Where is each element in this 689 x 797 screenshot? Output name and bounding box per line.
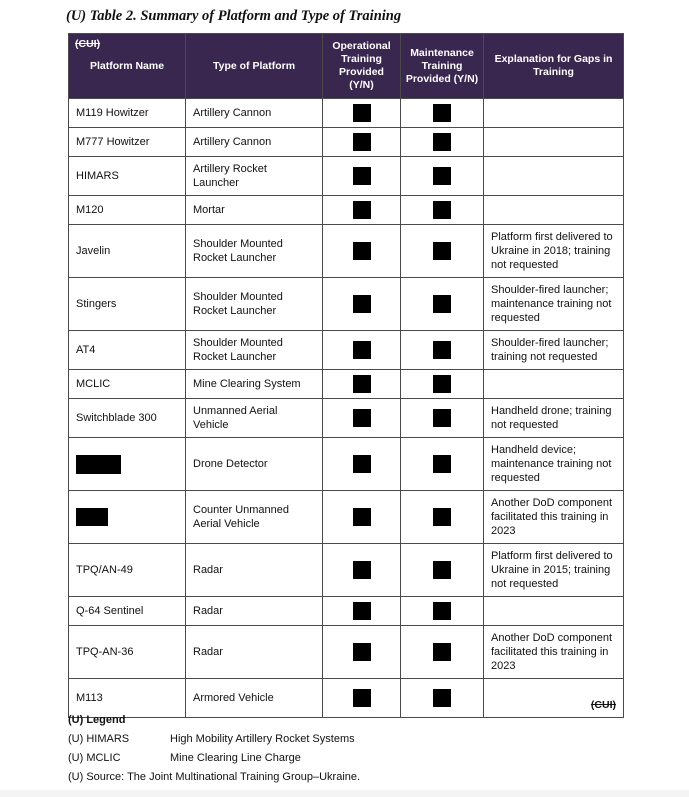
- table-row: [69, 597, 624, 626]
- maintenance-training-cell: [401, 128, 484, 157]
- table-row: [69, 438, 624, 491]
- operational-training-cell: [323, 597, 401, 626]
- explanation-text: Platform first delivered to Ukraine in 2018; training not requested: [491, 231, 613, 271]
- operational-training-cell: [323, 278, 401, 331]
- redaction-box: [433, 375, 451, 393]
- maintenance-training-cell: [401, 99, 484, 128]
- col-header-operational-training: [323, 34, 401, 99]
- table-title: (U) Table 2. Summary of Platform and Type of Training: [66, 8, 402, 24]
- maintenance-training-cell: [401, 626, 484, 679]
- explanation-text: Handheld drone; training not requested: [491, 405, 612, 431]
- redaction-box: [353, 133, 371, 151]
- table-row: [69, 491, 624, 544]
- platform-name-cell: Javelin: [69, 225, 186, 278]
- table-row: [69, 99, 624, 128]
- platform-type-cell: Shoulder Mounted Rocket Launcher: [186, 225, 323, 278]
- legend: [68, 714, 628, 783]
- operational-training-cell: [323, 331, 401, 370]
- explanation-cell: [484, 370, 624, 399]
- redaction-box: [433, 643, 451, 661]
- explanation-cell: [484, 278, 624, 331]
- table-row: [69, 278, 624, 331]
- redaction-box: [433, 133, 451, 151]
- legend-value: High Mobility Artillery Rocket Systems: [170, 733, 355, 745]
- platform-type-cell: Artillery Cannon: [186, 99, 323, 128]
- maintenance-training-cell: [401, 491, 484, 544]
- platform-name-cell: Q-64 Sentinel: [69, 597, 186, 626]
- explanation-text: Platform first delivered to Ukraine in 2015; training not requested: [491, 550, 613, 590]
- platform-type-cell: Drone Detector: [186, 438, 323, 491]
- header-row: [69, 34, 624, 99]
- redaction-box: [353, 375, 371, 393]
- explanation-text: Another DoD component facilitated this training in 2023: [491, 632, 613, 672]
- col-header-label: Type of Platform: [212, 59, 296, 72]
- platform-name-cell: Stingers: [69, 278, 186, 331]
- explanation-cell: [484, 225, 624, 278]
- maintenance-training-cell: [401, 331, 484, 370]
- platform-type-cell: Artillery Cannon: [186, 128, 323, 157]
- redaction-box: [433, 689, 451, 707]
- redaction-box: [433, 409, 451, 427]
- table-row: [69, 544, 624, 597]
- operational-training-cell: [323, 438, 401, 491]
- explanation-cell: [484, 196, 624, 225]
- redaction-box: [353, 341, 371, 359]
- page-bottom-edge: [0, 790, 689, 797]
- redaction-box: [433, 455, 451, 473]
- redaction-box: [433, 167, 451, 185]
- operational-training-cell: [323, 99, 401, 128]
- platform-name-cell: TPQ-AN-36: [69, 626, 186, 679]
- col-header-type-of-platform: [186, 34, 323, 99]
- platform-name-cell: M777 Howitzer: [69, 128, 186, 157]
- platform-name-cell: M113: [69, 679, 186, 718]
- table-row: [69, 128, 624, 157]
- explanation-cell: [484, 544, 624, 597]
- redaction-box: [353, 201, 371, 219]
- col-header-explanation: [484, 34, 624, 99]
- table-row: [69, 225, 624, 278]
- platform-type-cell: Shoulder Mounted Rocket Launcher: [186, 331, 323, 370]
- platform-type-cell: Armored Vehicle: [186, 679, 323, 718]
- legend-key: (U) MCLIC: [68, 752, 121, 764]
- platform-type-cell: Radar: [186, 544, 323, 597]
- platform-name-cell: [69, 438, 186, 491]
- col-header-label: Operational Training Provided (Y/N): [332, 40, 391, 91]
- operational-training-cell: [323, 679, 401, 718]
- table-header: [69, 34, 624, 99]
- platform-type-cell: Unmanned Aerial Vehicle: [186, 399, 323, 438]
- maintenance-training-cell: [401, 196, 484, 225]
- platform-name-cell: [69, 491, 186, 544]
- platform-name-cell: MCLIC: [69, 370, 186, 399]
- redaction-box: [353, 508, 371, 526]
- maintenance-training-cell: [401, 370, 484, 399]
- cui-classification-marking: (CUI): [590, 699, 616, 711]
- explanation-cell: [484, 157, 624, 196]
- table-row: [69, 331, 624, 370]
- redaction-box: [76, 508, 108, 526]
- explanation-cell: [484, 679, 624, 718]
- legend-entry: [68, 733, 628, 745]
- redaction-box: [353, 643, 371, 661]
- training-summary-table: [68, 33, 624, 718]
- maintenance-training-cell: [401, 679, 484, 718]
- platform-type-cell: Radar: [186, 626, 323, 679]
- col-header-label: Explanation for Gaps in Training: [494, 53, 613, 78]
- redaction-box: [353, 689, 371, 707]
- explanation-text: Shoulder-fired launcher; training not requested: [491, 337, 609, 363]
- legend-entry: [68, 752, 628, 764]
- redaction-box: [433, 295, 451, 313]
- redaction-box: [353, 602, 371, 620]
- legend-key: (U) HIMARS: [68, 733, 130, 745]
- explanation-cell: [484, 128, 624, 157]
- explanation-cell: [484, 597, 624, 626]
- platform-type-cell: Artillery Rocket Launcher: [186, 157, 323, 196]
- redaction-box: [76, 455, 121, 474]
- redaction-box: [433, 104, 451, 122]
- platform-name-cell: Switchblade 300: [69, 399, 186, 438]
- operational-training-cell: [323, 157, 401, 196]
- platform-name-cell: TPQ/AN-49: [69, 544, 186, 597]
- col-header-maintenance-training: [401, 34, 484, 99]
- maintenance-training-cell: [401, 438, 484, 491]
- explanation-cell: [484, 491, 624, 544]
- legend-value: Mine Clearing Line Charge: [170, 752, 301, 764]
- redaction-box: [353, 104, 371, 122]
- redaction-box: [433, 602, 451, 620]
- table-row: [69, 157, 624, 196]
- table-row: [69, 399, 624, 438]
- explanation-cell: [484, 399, 624, 438]
- redaction-box: [433, 201, 451, 219]
- maintenance-training-cell: [401, 399, 484, 438]
- table-row: [69, 196, 624, 225]
- col-header-label: Platform Name: [89, 59, 165, 72]
- col-header-label: Maintenance Training Provided (Y/N): [405, 46, 479, 85]
- cui-classification-marking: (CUI): [75, 38, 101, 50]
- redaction-box: [353, 295, 371, 313]
- table-row: [69, 370, 624, 399]
- platform-type-cell: Mine Clearing System: [186, 370, 323, 399]
- maintenance-training-cell: [401, 597, 484, 626]
- platform-type-cell: Mortar: [186, 196, 323, 225]
- redaction-box: [353, 455, 371, 473]
- explanation-text: Handheld device; maintenance training not requested: [491, 444, 612, 484]
- operational-training-cell: [323, 399, 401, 438]
- redaction-box: [353, 242, 371, 260]
- platform-type-cell: Counter Unmanned Aerial Vehicle: [186, 491, 323, 544]
- platform-name-cell: M119 Howitzer: [69, 99, 186, 128]
- explanation-cell: [484, 331, 624, 370]
- redaction-box: [353, 167, 371, 185]
- operational-training-cell: [323, 196, 401, 225]
- redaction-box: [353, 561, 371, 579]
- col-header-platform-name: [69, 34, 186, 99]
- redaction-box: [433, 561, 451, 579]
- maintenance-training-cell: [401, 157, 484, 196]
- operational-training-cell: [323, 544, 401, 597]
- redaction-box: [433, 242, 451, 260]
- operational-training-cell: [323, 128, 401, 157]
- legend-title: (U) Legend: [68, 714, 126, 726]
- platform-type-cell: Radar: [186, 597, 323, 626]
- source-line: (U) Source: The Joint Multinational Training Group–Ukraine.: [68, 771, 361, 783]
- platform-type-cell: Shoulder Mounted Rocket Launcher: [186, 278, 323, 331]
- explanation-cell: [484, 438, 624, 491]
- maintenance-training-cell: [401, 544, 484, 597]
- operational-training-cell: [323, 491, 401, 544]
- platform-name-cell: M120: [69, 196, 186, 225]
- platform-name-cell: AT4: [69, 331, 186, 370]
- table-row: [69, 626, 624, 679]
- maintenance-training-cell: [401, 278, 484, 331]
- explanation-cell: [484, 626, 624, 679]
- redaction-box: [353, 409, 371, 427]
- explanation-text: Shoulder-fired launcher; maintenance training not requested: [491, 284, 612, 324]
- operational-training-cell: [323, 225, 401, 278]
- redaction-box: [433, 341, 451, 359]
- explanation-text: Another DoD component facilitated this training in 2023: [491, 497, 613, 537]
- table-row: [69, 679, 624, 718]
- maintenance-training-cell: [401, 225, 484, 278]
- explanation-cell: [484, 99, 624, 128]
- table-body: [69, 99, 624, 718]
- platform-name-cell: HIMARS: [69, 157, 186, 196]
- redaction-box: [433, 508, 451, 526]
- operational-training-cell: [323, 370, 401, 399]
- operational-training-cell: [323, 626, 401, 679]
